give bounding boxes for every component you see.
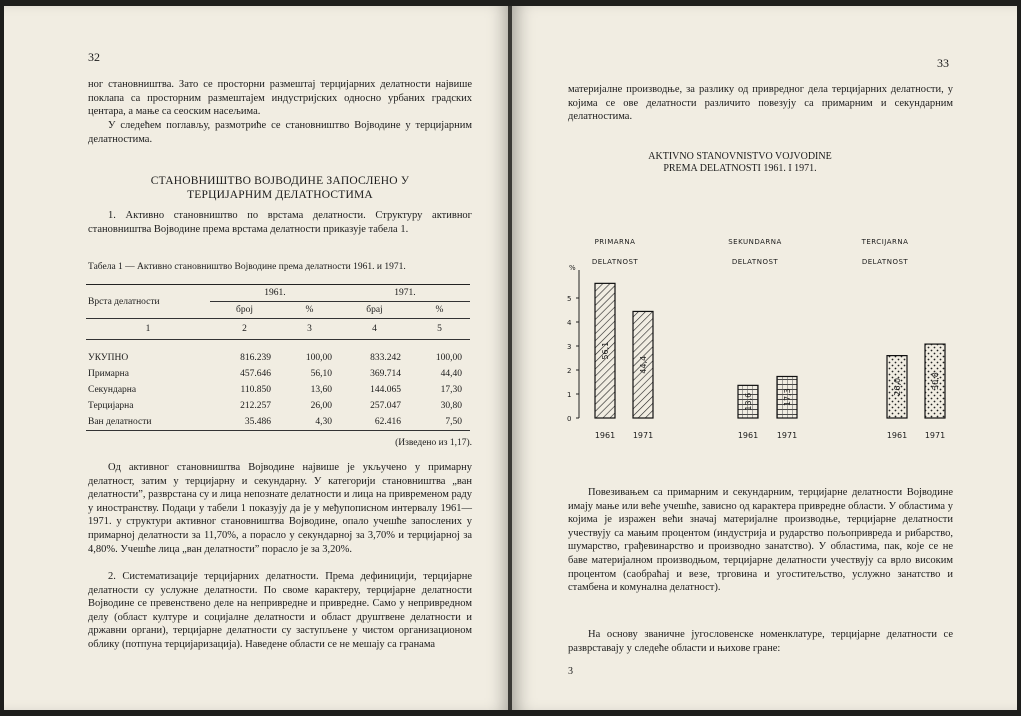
x-year-label: 1971: [632, 431, 654, 440]
y-tick-label: 4: [567, 319, 572, 327]
row-label: Терцијарна: [88, 401, 134, 411]
table-row: [86, 382, 470, 398]
cell-p1971: 30,80: [440, 401, 462, 411]
table-colnum-5: 5: [409, 319, 470, 340]
row-label: Секундарна: [88, 385, 137, 395]
table-row: [86, 398, 470, 414]
cell-p1961: 26,00: [310, 401, 332, 411]
x-year-label: 1961: [594, 431, 616, 440]
bar-value-label: 26,0: [893, 377, 902, 396]
cell-n1961: 110.850: [240, 385, 271, 395]
table-colnum-2: 2: [210, 319, 279, 340]
cell-p1971: 100,00: [435, 353, 462, 363]
cell-n1961: 816.239: [240, 353, 271, 363]
group-label-line1: PRIMARNA: [594, 238, 636, 246]
chart-title: [580, 151, 900, 175]
table-subheader-broj-1971: брај: [340, 302, 409, 319]
group-label-line1: SEKUNDARNA: [728, 238, 782, 246]
cell-n1971: 62.416: [340, 414, 409, 431]
bar-value-label: 56,1: [601, 341, 610, 360]
table-subheader-broj-1961: број: [210, 302, 279, 319]
right-paragraph-3: На основу званичне југословенске номенклатуре, терцијарне делатности се разврставају у следеће области и њихове гране:: [568, 629, 953, 654]
table-colnum-1: 1: [86, 319, 210, 340]
table-row: [86, 414, 470, 431]
x-year-label: 1961: [886, 431, 908, 440]
table-colnum-4: 4: [340, 319, 409, 340]
section-heading-line1: СТАНОВНИШТВО ВОЈВОДИНЕ ЗАПОСЛЕНО У: [150, 175, 410, 187]
row-label: УКУПНО: [88, 353, 129, 363]
footer-number: 3: [568, 666, 573, 677]
cell-p1961: 100,00: [305, 353, 332, 363]
y-axis-unit: %: [569, 264, 577, 272]
page-number-left: 32: [88, 50, 100, 64]
chart-layer: [567, 238, 945, 440]
table-header-1971: 1971.: [340, 285, 470, 302]
cell-n1971: 257.047: [370, 401, 401, 411]
cell-n1971: 144.065: [370, 385, 401, 395]
cell-p1971: 7,50: [409, 414, 470, 431]
intro-paragraph-1: ног становништва. Зато се просторни размештај терцијарних делатности највише поклапа са просторним размештајем индустријских односно урбаних градских центара, а мање са сеоским насељима.: [88, 79, 472, 118]
bar-chart: [555, 232, 955, 452]
cell-n1961: 212.257: [240, 401, 271, 411]
row-label: Примарна: [88, 369, 129, 379]
cell-p1971: 44,40: [440, 369, 462, 379]
bar-value-label: 30,8: [931, 372, 940, 390]
table-row: [86, 366, 470, 382]
y-tick-label: 3: [567, 343, 572, 351]
table-subheader-pct-1971: %: [409, 302, 470, 319]
cell-n1971: 833.242: [370, 353, 401, 363]
chart-title-line1: AKTIVNO STANOVNISTVO VOJVODINE: [648, 151, 832, 162]
cell-p1961: 13,60: [310, 385, 332, 395]
section-heading-line2: ТЕРЦИЈАРНИМ ДЕЛАТНОСТИМА: [187, 189, 373, 201]
table-header-1961: 1961.: [210, 285, 340, 302]
x-year-label: 1971: [924, 431, 946, 440]
y-tick-label: 1: [567, 391, 572, 399]
body-paragraph-1: Од активног становништва Војводине највише је укључено у примарну делатност, затим у терцијарну и секундарну. У категорији становништва „ван делатности”, разврстана су и лица непознате делатности и лица на привременом раду у иностранству. Подаци у табели 1 показују да је у међупописном интервалу 1961—1971. у структури активног становништва Војводине, опало учешће запослених у примарној делатности за 11,70%, а порасло у секундарној за 3,70% и терцијарној за 4,80%. Учешће лица „ван делатности” порасло је за 3,20%.: [88, 462, 472, 555]
chart-title-line2: PREMA DELATNOSTI 1961. I 1971.: [663, 163, 817, 174]
group-label-line2: DELATNOST: [861, 258, 909, 266]
table-colnum-3: 3: [279, 319, 340, 340]
table-subheader-pct-1961: %: [279, 302, 340, 319]
page-number-right: 33: [937, 56, 949, 70]
cell-n1961: 35.486: [210, 414, 279, 431]
table-source: (Изведено из 1,17).: [395, 438, 472, 448]
x-year-label: 1961: [737, 431, 759, 440]
data-table: [86, 284, 470, 431]
row-label: Ван делатности: [86, 414, 210, 431]
table-caption: Табела 1 — Активно становништво Војводине према делатности 1961. и 1971.: [88, 262, 406, 272]
intro-paragraph-2: У следећем поглављу, размотриће се становништво Војводине у терцијарним делатностима.: [88, 120, 472, 145]
group-label-line2: DELATNOST: [591, 258, 639, 266]
subsection-2-paragraph: 2. Систематизације терцијарних делатности. Према дефиницији, терцијарне делатности су услужне делатности. По своме карактеру, терцијарне делатности Војводине се превенствено деле на непривредне и привредне. Само у непривредном делу (област културе и социјалне делатности и област друштвене делатности и државни органи), терцијарне делатности су заступљене у чистом организационом облику (потпуна терцијаризација). Наведене области се не мешају са гранама: [88, 571, 472, 650]
right-paragraph-2: Повезивањем са примарним и секундарним, терцијарне делатности Војводине имају мање или веће учешће, зависно од карактера привредне области. У областима у којима је изражен већи значај материјалне производње, терцијарне делатности учествују са мањим процентом (индустрија и рударство пољопривреда и рибарство, шумарство, грађевинарство и производно занатство). У областима, пак, које се не баве материјалном производњом, терцијарне делатности учествују са врло високим процентом (саобраћај и везе, трговина и угоститељство, услужно занатство и стамбена и комунална делатност).: [568, 487, 953, 594]
x-year-label: 1971: [776, 431, 798, 440]
right-top-paragraph: материјалне производње, за разлику од привредног дела терцијарних делатности, у којима се ове делатности различито повезују са примарним и секундарним делатностима.: [568, 84, 953, 123]
y-tick-label: 2: [567, 367, 572, 375]
y-tick-label: 5: [567, 295, 572, 303]
cell-n1971: 369.714: [370, 369, 401, 379]
cell-p1971: 17,30: [440, 385, 462, 395]
group-label-line1: TERCIJARNA: [861, 238, 909, 246]
cell-n1961: 457.646: [240, 369, 271, 379]
bar-value-label: 44,4: [639, 355, 648, 374]
table-header-type: Врста делатности: [86, 285, 210, 319]
subsection-1-paragraph: 1. Активно становништво по врстама делатности. Структуру активног становништва Војводине према врстама делатности приказује табела 1.: [88, 210, 472, 235]
left-page: [4, 6, 510, 710]
cell-p1961: 56,10: [310, 369, 332, 379]
cell-p1961: 4,30: [279, 414, 340, 431]
group-label-line2: DELATNOST: [731, 258, 779, 266]
y-tick-label: 0: [567, 415, 572, 423]
bar-value-label: 17,3: [783, 388, 792, 407]
table-row: [86, 350, 470, 366]
bar-value-label: 13,6: [744, 392, 753, 411]
